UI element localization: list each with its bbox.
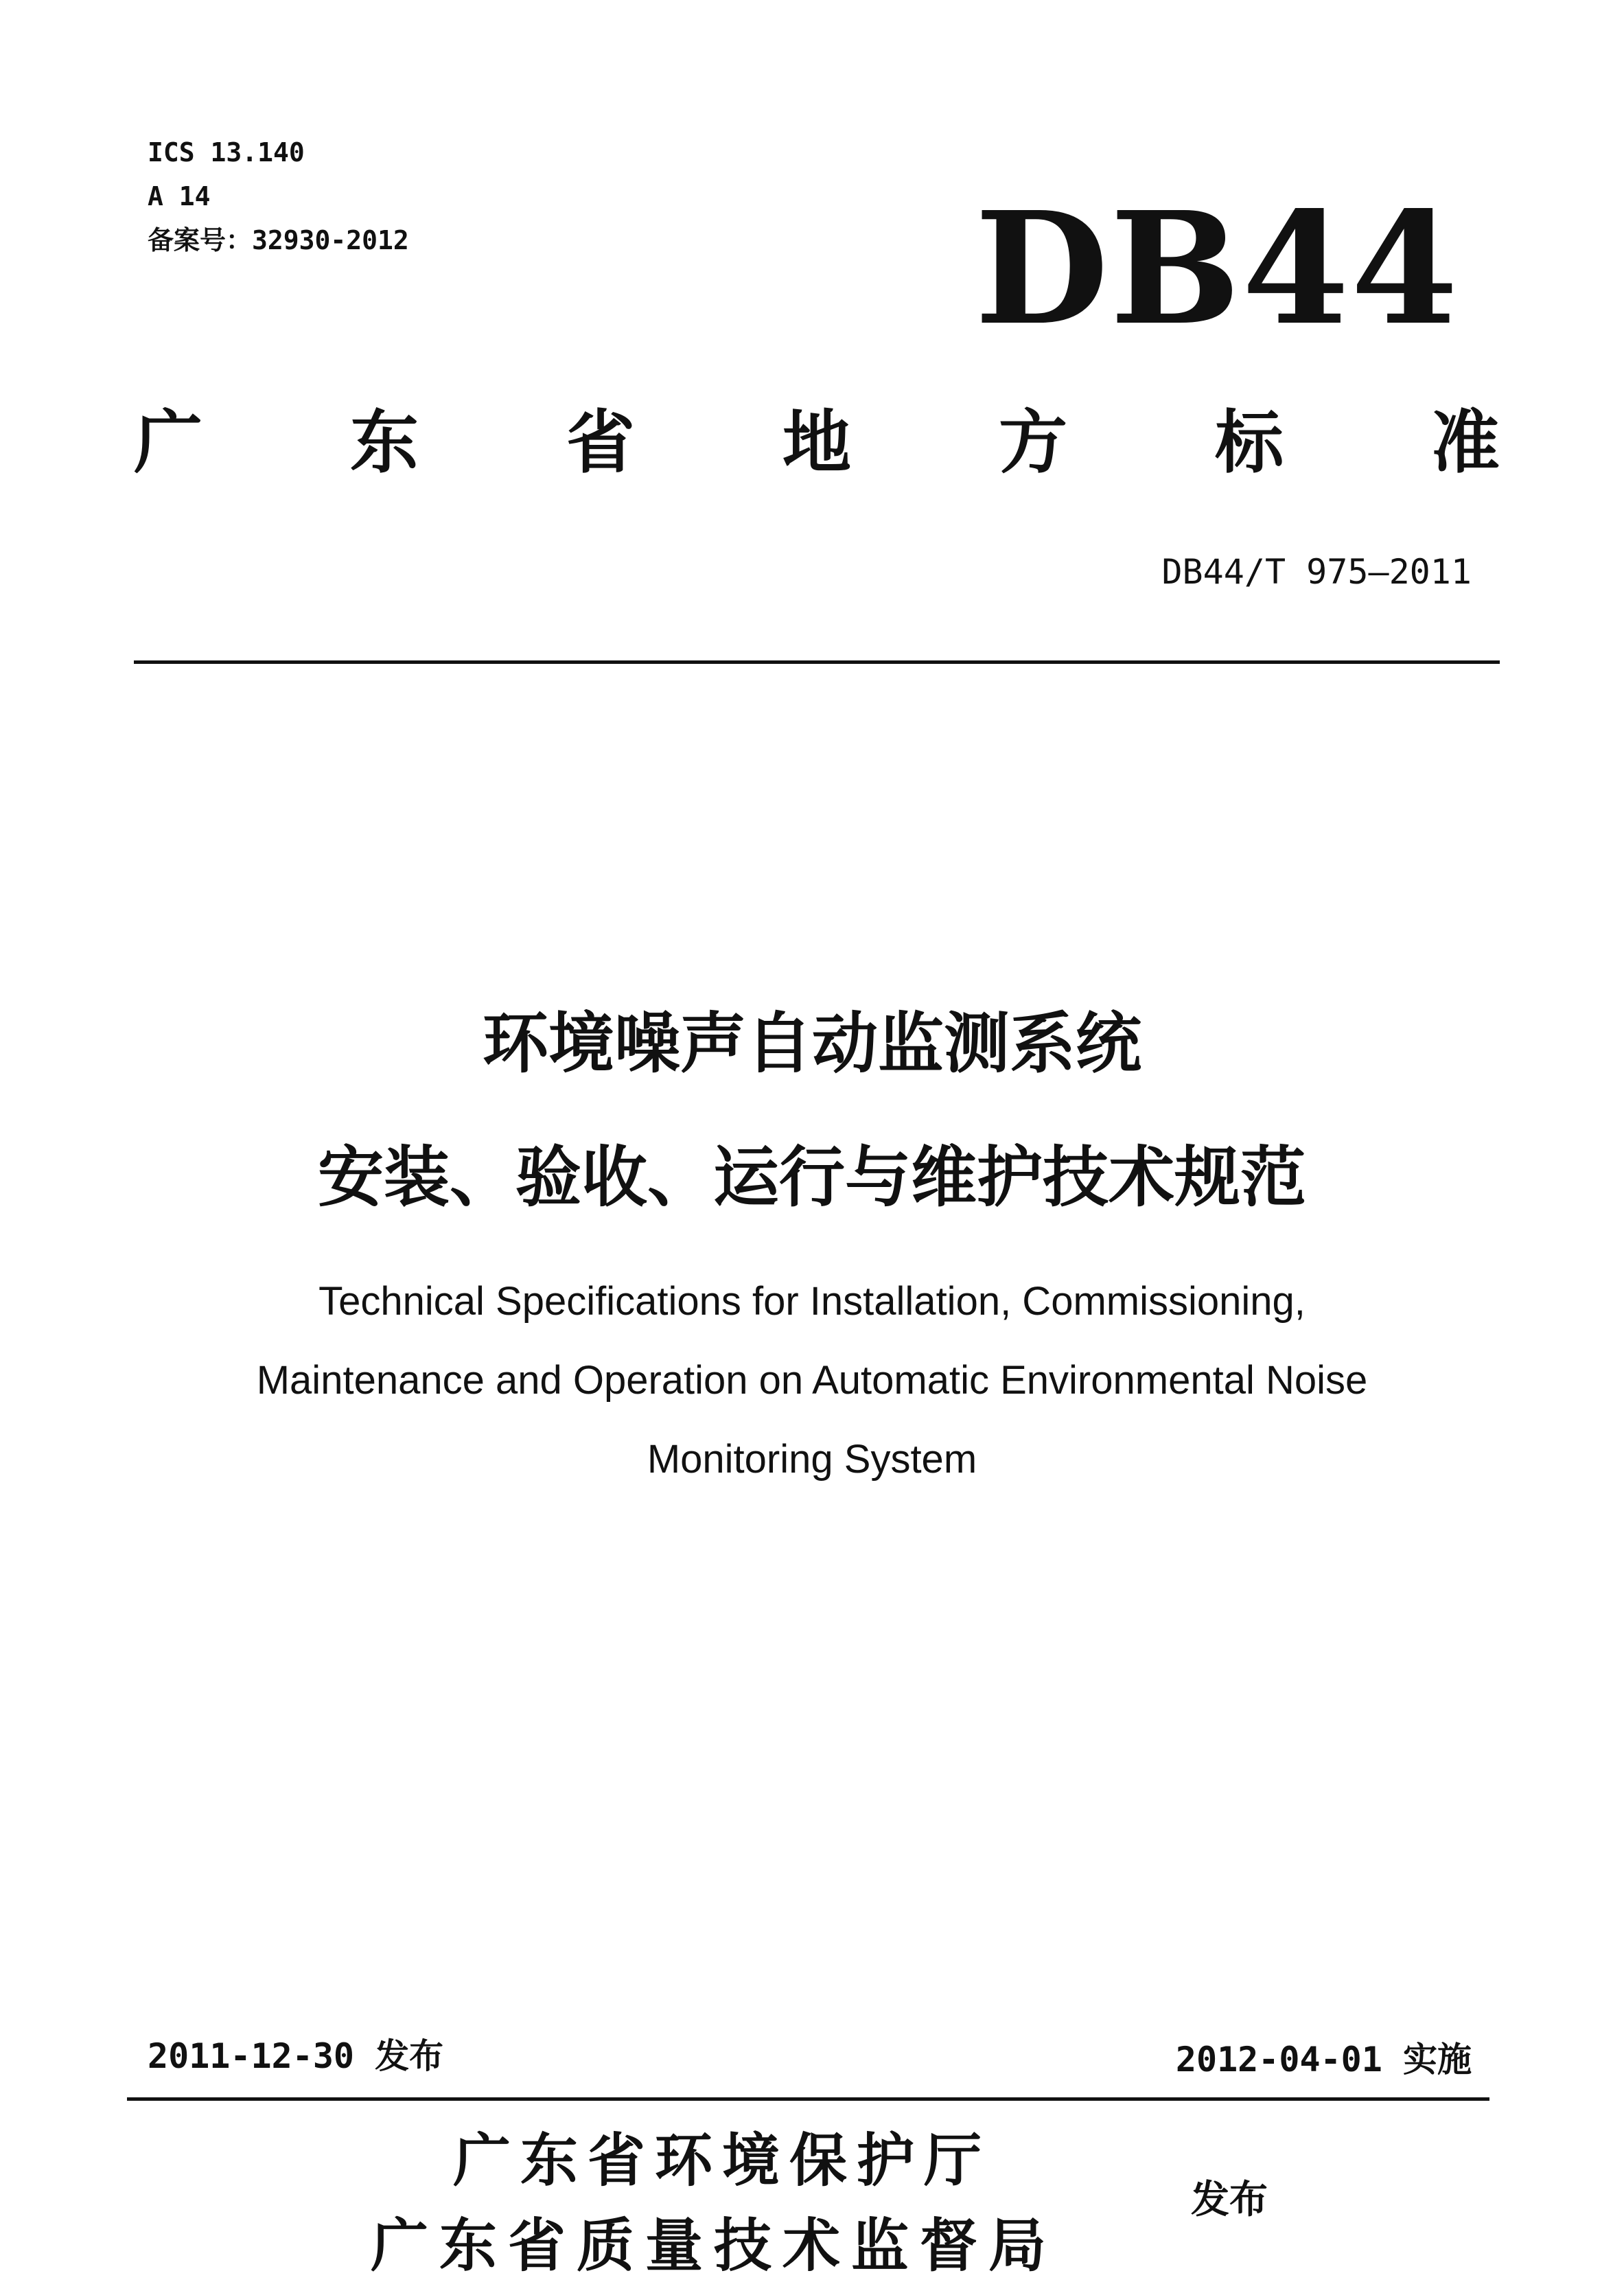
- publisher-org-2: 广东省质量技术监督局: [371, 2211, 1058, 2279]
- title-en: [0, 1262, 1624, 1499]
- publisher-block: [371, 2118, 1126, 2288]
- title-en-line3: Monitoring System: [647, 1437, 977, 1482]
- top-divider: [134, 660, 1500, 664]
- bottom-divider: [127, 2097, 1489, 2101]
- standard-number: DB44/T 975—2011: [1161, 552, 1472, 592]
- classification-block: [148, 130, 409, 262]
- issue-date: 2011-12-30 发布: [148, 2036, 444, 2076]
- publish-label: 发布: [1191, 2178, 1268, 2222]
- title-en-line2: Maintenance and Operation on Automatic Environmental Noise: [256, 1358, 1368, 1403]
- standard-type-char: 省: [566, 402, 635, 483]
- standard-type-char: 地: [782, 402, 851, 483]
- standard-type-char: 广: [134, 402, 202, 483]
- title-cn-line2: 安装、验收、运行与维护技术规范: [318, 1139, 1306, 1216]
- record-number: 备案号：32930-2012: [148, 225, 409, 255]
- standard-type-char: 东: [350, 402, 419, 483]
- implementation-date: 2012-04-01 实施: [1175, 2040, 1472, 2079]
- ics-code: ICS 13.140: [148, 137, 305, 168]
- title-cn-line1: 环境噪声自动监测系统: [483, 1005, 1141, 1082]
- standard-type-char: 方: [999, 402, 1067, 483]
- title-en-line1: Technical Specifications for Installation, Commissioning,: [318, 1279, 1306, 1324]
- standard-type-heading: [134, 395, 1500, 491]
- ccs-code: A 14: [148, 181, 211, 211]
- publisher-org-1: 广东省环境保护厅: [453, 2126, 992, 2194]
- standard-type-char: 准: [1431, 402, 1500, 483]
- standard-type-char: 标: [1215, 402, 1284, 483]
- db-code: DB44: [975, 178, 1460, 360]
